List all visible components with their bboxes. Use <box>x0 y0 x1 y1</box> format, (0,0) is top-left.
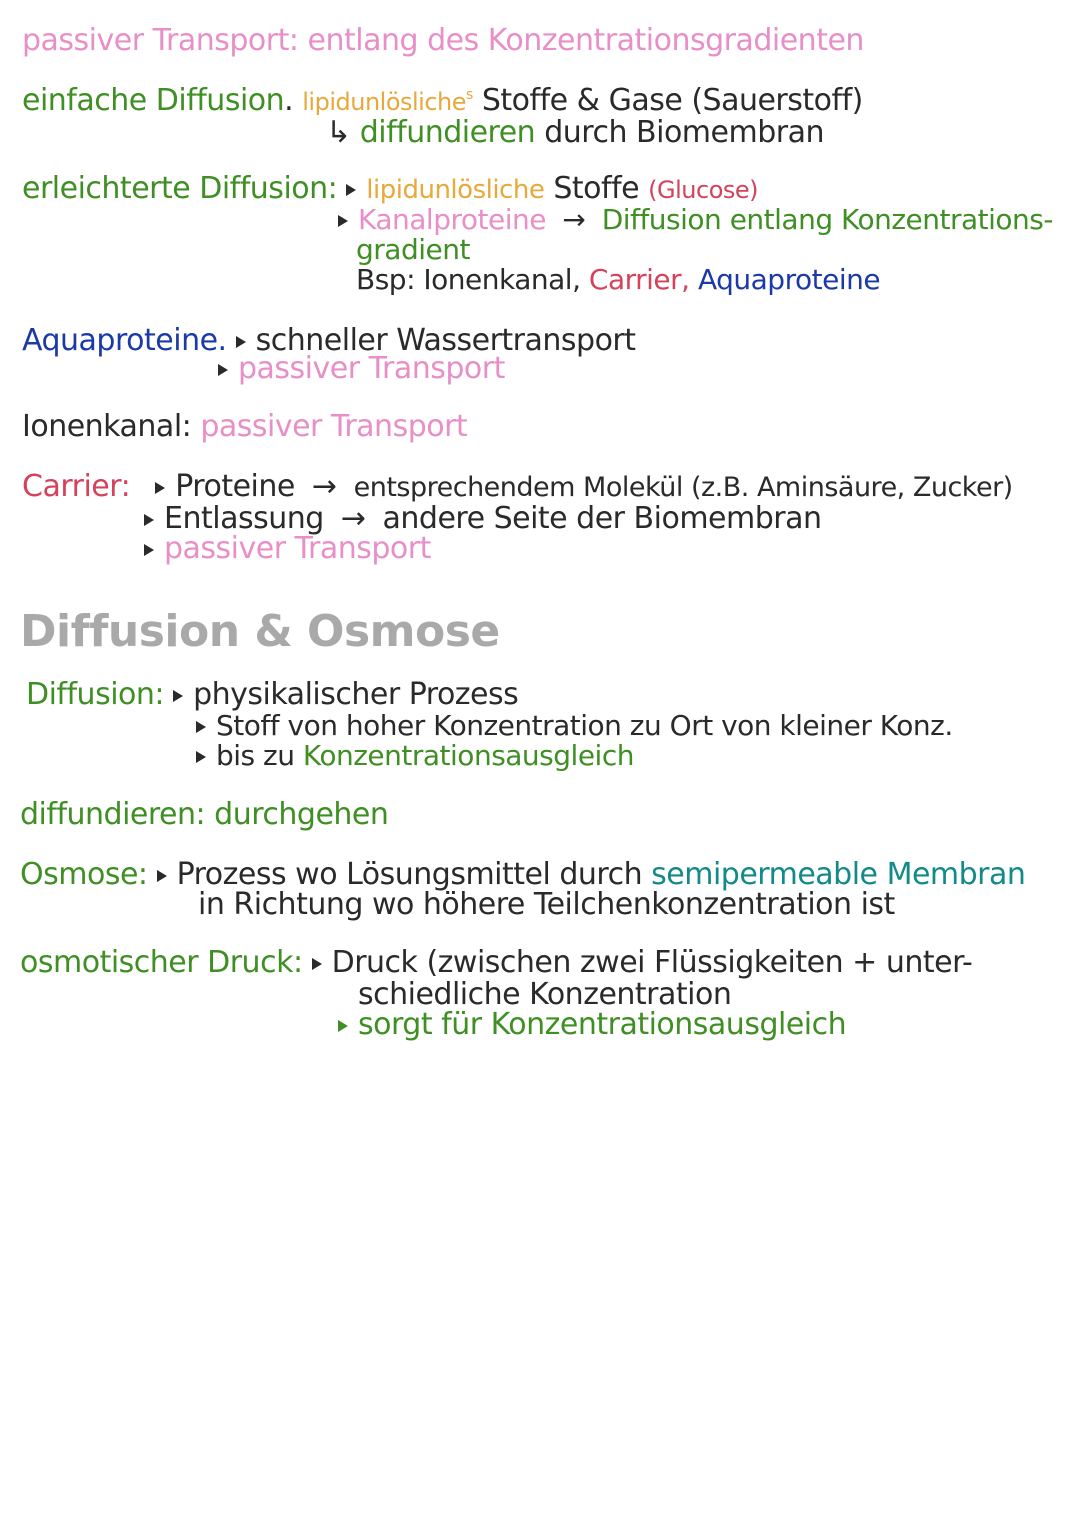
word-lipidunloesliche: lipidunlösliche <box>302 88 467 116</box>
text-stoff-von-hoher: Stoff von hoher Konzentration zu Ort von kleiner Konz. <box>216 709 953 742</box>
word-diffundieren: diffundieren <box>359 115 536 150</box>
text-passiver-transport: passiver Transport <box>238 351 505 386</box>
bullet-icon <box>144 514 154 526</box>
separator: : <box>288 23 299 58</box>
text-schneller-wassertransport: schneller Wassertransport <box>255 323 636 358</box>
line-erleichterte-diffusion <box>22 171 759 206</box>
word-konzentrationsausgleich: Konzentrationsausgleich <box>302 739 634 772</box>
line-carrier <box>22 469 1013 504</box>
term-osmose: Osmose: <box>20 857 148 892</box>
text-druck-zwischen: Druck (zwischen zwei Flüssigkeiten + unter- <box>331 945 973 980</box>
line-osmose <box>20 857 1026 892</box>
bullet-icon <box>196 751 206 763</box>
bullet-icon <box>173 690 183 702</box>
text-diffusion-entlang: Diffusion entlang Konzentrations- <box>601 203 1053 236</box>
line-entlassung <box>144 501 822 536</box>
term-erleichterte-diffusion: erleichterte Diffusion: <box>22 171 338 206</box>
arrow-right-icon: → <box>562 203 586 236</box>
term-ionenkanal: Ionenkanal: <box>22 409 192 444</box>
bullet-icon <box>155 482 165 494</box>
line-bis-zu <box>196 739 634 772</box>
text-sorgt-fuer: sorgt für Konzentrationsausgleich <box>358 1007 847 1042</box>
text-passiver-transport: passiver Transport <box>164 531 431 566</box>
text-prozess-loesungsmittel: Prozess wo Lösungsmittel durch <box>176 857 643 892</box>
text-durchgehen: durchgehen <box>214 797 389 832</box>
section-heading: Diffusion & Osmose <box>20 606 500 657</box>
line-schiedliche <box>358 977 732 1012</box>
line-carrier-passiver <box>144 531 431 566</box>
line-ionenkanal <box>22 409 468 444</box>
word-glucose: (Glucose) <box>648 176 759 204</box>
line-diffundieren <box>20 797 389 832</box>
word-aquaproteine: Aquaproteine <box>697 263 881 296</box>
bullet-icon <box>236 336 246 348</box>
text-entsprechendem-molekuel: entsprechendem Molekül (z.B. Aminsäure, Zucker) <box>353 472 1013 503</box>
bullet-icon <box>346 184 356 196</box>
text-bsp-ionenkanal: Bsp: Ionenkanal, <box>356 263 581 296</box>
text-physikalischer-prozess: physikalischer Prozess <box>193 677 519 712</box>
line-einfache-diffusion <box>22 83 863 118</box>
hook-arrow-icon: ↳ <box>326 115 351 150</box>
word-kanalproteine: Kanalproteine <box>358 203 546 236</box>
term-osmotischer-druck: osmotischer Druck: <box>20 945 303 980</box>
line-gradient <box>356 233 470 266</box>
correction-mark: s <box>466 87 473 103</box>
term-diffusion: Diffusion: <box>26 677 165 712</box>
word-membran: Membran <box>886 857 1026 892</box>
term-aquaproteine: Aquaproteine. <box>22 323 227 358</box>
text-andere-seite: andere Seite der Biomembran <box>382 501 822 536</box>
word-gradient: gradient <box>356 233 470 266</box>
line-aqua-passiver <box>218 351 505 386</box>
text-schiedliche-konzentration: schiedliche Konzentration <box>358 977 732 1012</box>
term-einfache-diffusion: einfache Diffusion <box>22 83 285 118</box>
text-stoffe-gase: Stoffe & Gase (Sauerstoff) <box>481 83 863 118</box>
line-diffundieren-durch <box>326 115 824 150</box>
line-kanalproteine <box>338 203 1053 236</box>
definition-passiver-transport: entlang des Konzentrationsgradienten <box>307 23 864 58</box>
bullet-icon <box>338 215 348 227</box>
line-sorgt-fuer <box>338 1007 847 1042</box>
word-carrier: Carrier, <box>588 263 690 296</box>
bullet-icon <box>218 364 228 376</box>
line-osmose-richtung <box>198 887 895 922</box>
bullet-icon <box>144 544 154 556</box>
line-beispiele <box>356 263 881 296</box>
term-diffundieren: diffundieren: <box>20 797 206 832</box>
bullet-icon <box>338 1020 348 1032</box>
text-durch-biomembran: durch Biomembran <box>544 115 824 150</box>
term-carrier: Carrier: <box>22 469 131 504</box>
word-proteine: Proteine <box>175 469 295 504</box>
word-stoffe: Stoffe <box>553 171 640 206</box>
bullet-icon <box>157 870 167 882</box>
arrow-right-icon: → <box>311 469 337 504</box>
word-semipermeable: semipermeable <box>651 857 878 892</box>
separator: . <box>284 83 294 118</box>
word-lipidunloesliche: lipidunlösliche <box>366 175 545 205</box>
line-stoff-konzentration <box>196 709 953 742</box>
term-passiver-transport: passiver Transport <box>22 23 289 58</box>
text-passiver-transport: passiver Transport <box>200 409 468 444</box>
bullet-icon <box>196 721 206 733</box>
text-bis-zu: bis zu <box>216 739 295 772</box>
word-entlassung: Entlassung <box>164 501 324 536</box>
text-in-richtung: in Richtung wo höhere Teilchenkonzentration ist <box>198 887 895 922</box>
bullet-icon <box>312 958 322 970</box>
arrow-right-icon: → <box>340 501 366 536</box>
line-osmotischer-druck <box>20 945 973 980</box>
line-passiver-transport <box>22 23 864 58</box>
line-diffusion <box>26 677 519 712</box>
